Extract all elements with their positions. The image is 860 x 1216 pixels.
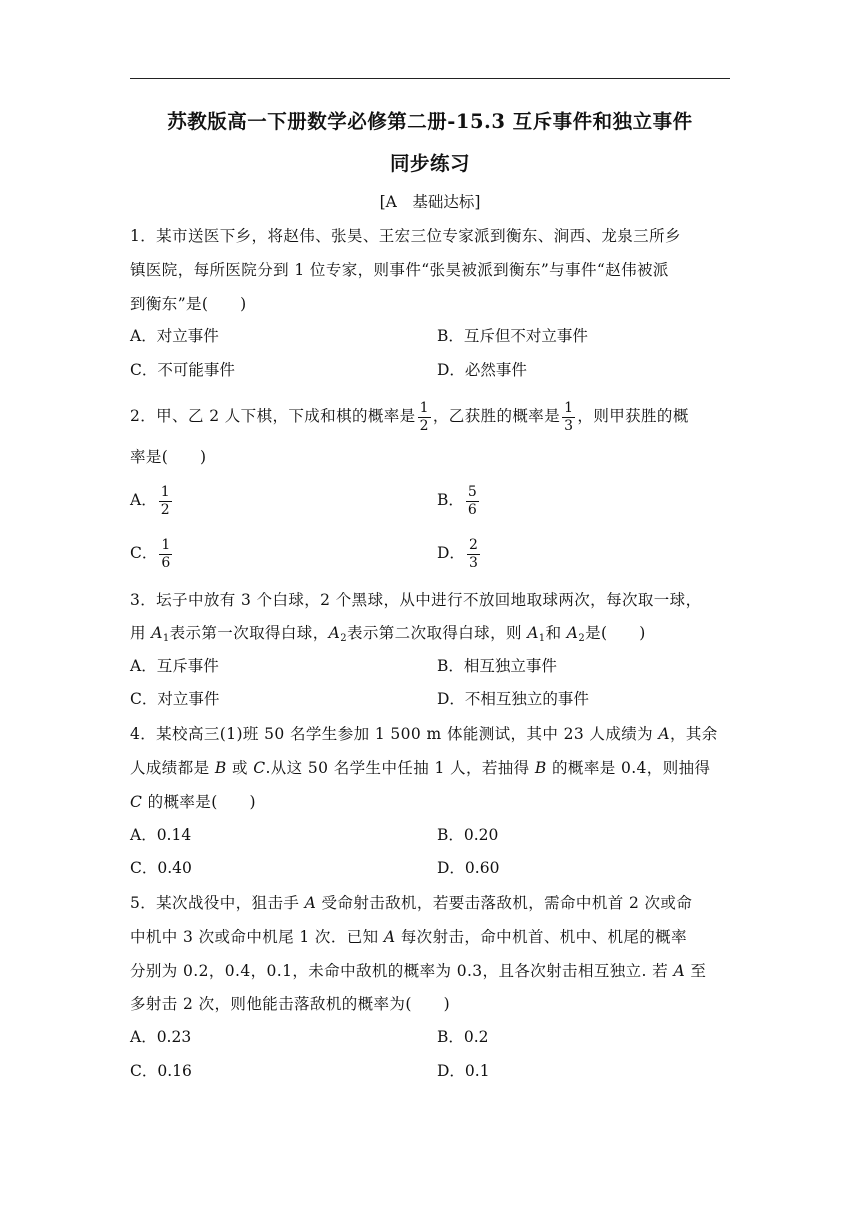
q5-option-b: B．0.2 — [437, 1028, 489, 1046]
q2-option-b — [437, 480, 481, 520]
q4-l2-text-a: 人成绩都是 — [130, 759, 215, 777]
q5-line-1 — [130, 893, 730, 913]
q4-line-3 — [130, 792, 730, 812]
q3-option-d: D．不相互独立的事件 — [437, 690, 589, 708]
q5-line-3 — [130, 961, 730, 981]
q3-sub-2: 2 — [340, 633, 347, 644]
q1-option-a: A．对立事件 — [130, 327, 219, 345]
q2-option-b-fraction — [466, 484, 479, 519]
q4-var-a: A — [658, 725, 670, 743]
q1-line-2: 镇医院，每所医院分到 1 位专家，则事件“张昊被派到衡东”与事件“赵伟被派 — [130, 261, 669, 279]
q2-option-a-label: A． — [130, 491, 157, 509]
q2-fraction-win-den: 3 — [564, 417, 574, 434]
q2-line-2: 率是( ) — [130, 448, 207, 466]
q3-l2-text-e: 是( ) — [585, 624, 646, 642]
q5-option-a: A．0.23 — [130, 1028, 192, 1046]
q2-fraction-draw — [418, 400, 431, 435]
q4-l2-text-b: 或 — [226, 759, 254, 777]
q2-option-d-label: D． — [437, 544, 465, 562]
q4-l1-text-a: 4．某校高三(1)班 50 名学生参加 1 500 m 体能测试，其中 23 人成绩为 — [130, 725, 659, 743]
q2-option-b-label: B． — [437, 491, 464, 509]
q4-l1-text-b: ，其余 — [669, 725, 718, 743]
q2-text-3: ，则甲获胜的概 — [577, 407, 689, 425]
q2-option-c-den: 6 — [161, 554, 171, 571]
q2-text-1: 2．甲、乙 2 人下棋，下成和棋的概率是 — [130, 407, 416, 425]
q2-option-a-fraction — [159, 484, 172, 519]
q2-option-b-num: 5 — [467, 483, 477, 500]
page-title: 苏教版高一下册数学必修第二册-15.3 互斥事件和独立事件 — [167, 110, 693, 133]
q2-option-c-num: 1 — [161, 536, 171, 553]
q5-l2-text-b: 每次射击，命中机首、机中、机尾的概率 — [395, 928, 687, 946]
q5-l2-text-a: 中机中 3 次或命中机尾 1 次．已知 — [130, 928, 384, 946]
q2-option-b-den: 6 — [467, 501, 477, 518]
q5-var-a-3: A — [673, 962, 686, 980]
q4-var-c: C — [253, 759, 266, 777]
q1-option-d: D．必然事件 — [437, 361, 527, 379]
q3-var-a2: A — [328, 624, 341, 642]
q3-option-a: A．互斥事件 — [130, 657, 219, 675]
q2-fraction-win-num: 1 — [564, 399, 574, 416]
q4-l2-text-d: 的概率是 0.4，则抽得 — [546, 759, 711, 777]
q2-text-2: ，乙获胜的概率是 — [432, 407, 561, 425]
q2-option-c — [130, 533, 174, 573]
q1-line-1: 1．某市送医下乡，将赵伟、张昊、王宏三位专家派到衡东、涧西、龙泉三所乡 — [130, 227, 681, 245]
q4-l3-text-a: 的概率是( ) — [142, 793, 256, 811]
q2-option-c-fraction — [159, 537, 172, 572]
q3-l2-text-d: 和 — [545, 624, 567, 642]
q4-option-a: A．0.14 — [130, 826, 192, 844]
q2-option-a — [130, 480, 174, 520]
q1-option-c: C．不可能事件 — [130, 361, 235, 379]
q5-line-4: 多射击 2 次，则他能击落敌机的概率为( ) — [130, 995, 451, 1013]
q2-fraction-win — [562, 400, 575, 435]
q4-line-2 — [130, 758, 730, 778]
q4-l2-text-c: .从这 50 名学生中任抽 1 人，若抽得 — [265, 759, 535, 777]
q2-option-d-num: 2 — [468, 536, 478, 553]
q4-option-d: D．0.60 — [437, 859, 500, 877]
q5-var-a: A — [304, 894, 317, 912]
q2-fraction-draw-den: 2 — [419, 417, 429, 434]
q3-l2-text-a: 用 — [130, 624, 152, 642]
q4-var-b-2: B — [534, 759, 547, 777]
q3-line-1: 3．坛子中放有 3 个白球，2 个黑球，从中进行不放回地取球两次，每次取一球， — [130, 591, 702, 609]
q3-var-a1-b: A — [527, 624, 539, 642]
q5-l1-text-a: 5．某次战役中，狙击手 — [130, 894, 305, 912]
section-heading: [A 基础达标] — [379, 193, 481, 211]
q2-option-d-den: 3 — [468, 554, 478, 571]
q3-var-a2-b: A — [566, 624, 579, 642]
q3-l2-text-b: 表示第一次取得白球， — [169, 624, 329, 642]
q3-sub-1: 1 — [162, 633, 170, 644]
q2-option-a-den: 2 — [160, 501, 170, 518]
q5-option-c: C．0.16 — [130, 1062, 192, 1080]
header-rule — [130, 78, 730, 79]
q1-line-3: 到衡东”是( ) — [130, 295, 247, 313]
q3-sub-4: 2 — [578, 633, 586, 644]
q1-option-b: B．互斥但不对立事件 — [437, 327, 588, 345]
q4-option-c: C．0.40 — [130, 859, 192, 877]
page-subtitle: 同步练习 — [389, 152, 470, 175]
q5-l3-text-a: 分别为 0.2，0.4，0.1，未命中敌机的概率为 0.3，且各次射击相互独立. 若 — [130, 962, 674, 980]
q2-option-d-fraction — [467, 537, 480, 572]
q4-option-b: B．0.20 — [437, 826, 499, 844]
q3-sub-3: 1 — [538, 633, 546, 644]
q3-line-2 — [130, 623, 730, 649]
q3-var-a1: A — [151, 624, 163, 642]
q3-option-b: B．相互独立事件 — [437, 657, 557, 675]
q3-option-c: C．对立事件 — [130, 690, 220, 708]
q5-l3-text-b: 至 — [685, 962, 707, 980]
q2-fraction-draw-num: 1 — [419, 399, 429, 416]
q3-l2-text-c: 表示第二次取得白球，则 — [346, 624, 528, 642]
q2-line-1 — [130, 396, 730, 436]
q4-var-b: B — [214, 759, 227, 777]
q5-l1-text-b: 受命射击敌机，若要击落敌机，需命中机首 2 次或命 — [316, 894, 693, 912]
q4-var-c-2: C — [130, 793, 143, 811]
q4-line-1 — [130, 724, 730, 744]
q2-option-c-label: C． — [130, 544, 158, 562]
q5-option-d: D．0.1 — [437, 1062, 490, 1080]
q5-var-a-2: A — [383, 928, 396, 946]
q5-line-2 — [130, 927, 730, 947]
q2-option-a-num: 1 — [160, 483, 170, 500]
q2-option-d — [437, 533, 482, 573]
